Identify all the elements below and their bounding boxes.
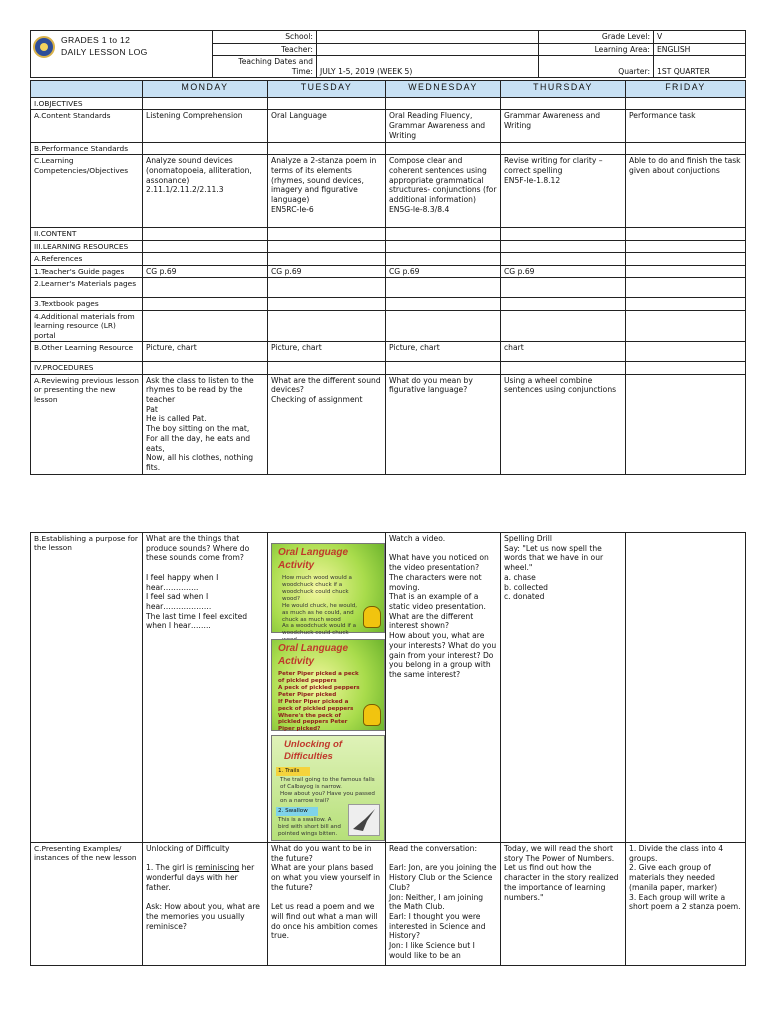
- presenting-thursday: Today, we will read the short story The Power of Numbers. Let us find out how the character in the story realized the importance of learning numbers.": [501, 843, 626, 966]
- table-row: [31, 228, 746, 240]
- row-content-standards-label: A.Content Standards: [31, 110, 143, 142]
- header-title-line2: DAILY LESSON LOG: [61, 46, 148, 57]
- row-competencies-label: C.Learning Competencies/Objectives: [31, 155, 143, 228]
- teacher-label: Teacher:: [213, 43, 317, 56]
- reviewing-monday: Ask the class to listen to the rhymes to be read by the teacher Pat He is called Pat. The boy sitting on the mat, For all the day, he eats and eats, Now, all his clothes, nothing fits.: [143, 374, 268, 474]
- school-value: [317, 31, 539, 44]
- day-friday: FRIDAY: [626, 81, 746, 98]
- table-row: [31, 253, 746, 265]
- row-procedures-label: IV.PROCEDURES: [31, 362, 143, 374]
- swallow-bird-icon: [348, 804, 380, 836]
- table-row: [31, 533, 746, 843]
- oral-language-slide-2: [271, 639, 385, 731]
- reviewing-wednesday: What do you mean by figurative language?: [386, 374, 501, 474]
- content-standards-monday: Listening Comprehension: [143, 110, 268, 142]
- row-learners-materials-label: 2.Learner's Materials pages: [31, 278, 143, 298]
- purpose-tuesday: [268, 533, 386, 843]
- slide3-text1: The trail going to the famous falls of Calbayog is narrow. How about you? Have you passed on a narrow trail?: [280, 776, 375, 804]
- character-icon: [363, 606, 381, 628]
- competencies-tuesday: Analyze a 2-stanza poem in terms of its elements (rhymes, sound devices, imagery and figurative language) EN5RC-Ie-6: [268, 155, 386, 228]
- reviewing-thursday: Using a wheel combine sentences using conjunctions: [501, 374, 626, 474]
- presenting-monday-word: reminiscing: [195, 863, 240, 873]
- day-tuesday: TUESDAY: [268, 81, 386, 98]
- teachers-guide-thursday: CG p.69: [501, 265, 626, 278]
- row-performance-standards-label: B.Performance Standards: [31, 142, 143, 154]
- day-monday: MONDAY: [143, 81, 268, 98]
- table-row: [31, 374, 746, 474]
- row-teachers-guide-label: 1.Teacher's Guide pages: [31, 265, 143, 278]
- quarter-value: 1ST QUARTER: [654, 56, 746, 78]
- row-purpose-label: B.Establishing a purpose for the lesson: [31, 533, 143, 843]
- reviewing-friday: [626, 374, 746, 474]
- purpose-friday: [626, 533, 746, 843]
- learning-area-value: ENGLISH: [654, 43, 746, 56]
- teaching-dates-label-line1: Teaching Dates and: [238, 57, 313, 67]
- quarter-label: Quarter:: [539, 56, 654, 78]
- header-logo-cell: [31, 31, 213, 78]
- competencies-monday: Analyze sound devices (onomatopoeia, alliteration, assonance) 2.11.1/2.11.2/2.11.3: [143, 155, 268, 228]
- row-references-label: A.References: [31, 253, 143, 265]
- header-title-line1: GRADES 1 to 12: [61, 35, 131, 45]
- other-resources-tuesday: Picture, chart: [268, 342, 386, 362]
- day-header-blank: [31, 81, 143, 98]
- presenting-tuesday: What do you want to be in the future? What are your plans based on what you view yourself in the future? Let us read a poem and we will find out what a man will do once his ambition comes true.: [268, 843, 386, 966]
- slide3-text2: This is a swallow. A bird with short bill and pointed wings bitten.: [278, 816, 341, 837]
- deped-seal-icon: [33, 36, 55, 58]
- table-row: [31, 362, 746, 374]
- day-thursday: THURSDAY: [501, 81, 626, 98]
- reviewing-tuesday: What are the different sound devices? Checking of assignment: [268, 374, 386, 474]
- grade-level-label: Grade Level:: [539, 31, 654, 44]
- row-learning-resources-label: III.LEARNING RESOURCES: [31, 240, 143, 252]
- presenting-monday-post: her wonderful days with her father. Ask: How about you, what are the memories you usually reminisce?: [146, 863, 260, 931]
- teachers-guide-monday: CG p.69: [143, 265, 268, 278]
- content-standards-friday: Performance task: [626, 110, 746, 142]
- row-content-label: II.CONTENT: [31, 228, 143, 240]
- teaching-dates-label-line2: Time:: [291, 66, 313, 76]
- lesson-log-table-continued: [30, 532, 746, 966]
- teachers-guide-wednesday: CG p.69: [386, 265, 501, 278]
- teachers-guide-friday: [626, 265, 746, 278]
- table-row: [31, 278, 746, 298]
- row-textbook-label: 3.Textbook pages: [31, 298, 143, 310]
- row-other-resources-label: B.Other Learning Resource: [31, 342, 143, 362]
- competencies-friday: Able to do and finish the task given about conjuctions: [626, 155, 746, 228]
- unlocking-difficulties-slide: [271, 735, 385, 841]
- table-row: [31, 265, 746, 278]
- table-row: [31, 240, 746, 252]
- purpose-thursday: Spelling Drill Say: "Let us now spell the words that we have in our wheel." a. chase b. collected c. donated: [501, 533, 626, 843]
- teacher-value: [317, 43, 539, 56]
- table-row: [31, 298, 746, 310]
- learning-area-label: Learning Area:: [539, 43, 654, 56]
- presenting-monday-pre: Unlocking of Difficulty 1. The girl is: [146, 844, 230, 873]
- day-wednesday: WEDNESDAY: [386, 81, 501, 98]
- other-resources-thursday: chart: [501, 342, 626, 362]
- content-standards-tuesday: Oral Language: [268, 110, 386, 142]
- row-reviewing-label: A.Reviewing previous lesson or presenting the new lesson: [31, 374, 143, 474]
- grade-level-value: V: [654, 31, 746, 44]
- slide2-text: Peter Piper picked a peck of pickled peppers A peck of pickled peppers Peter Piper picked If Peter Piper picked a peck of pickled peppers Where's the peck of pickled peppers Peter Piper picked?: [278, 670, 360, 733]
- slide1-title: Oral Language Activity: [278, 547, 349, 571]
- content-standards-wednesday: Oral Reading Fluency, Grammar Awareness and Writing: [386, 110, 501, 142]
- slide2-title: Oral Language Activity: [278, 643, 349, 667]
- teachers-guide-tuesday: CG p.69: [268, 265, 386, 278]
- teaching-dates-value: JULY 1-5, 2019 (WEEK 5): [317, 56, 539, 78]
- header-table: [30, 30, 746, 78]
- lesson-log-table: [30, 80, 746, 475]
- other-resources-friday: [626, 342, 746, 362]
- oral-language-slide-1: [271, 543, 385, 637]
- presenting-friday: 1. Divide the class into 4 groups. 2. Give each group of materials they needed (manila paper, marker) 3. Each group will write a short poem a 2 stanza poem.: [626, 843, 746, 966]
- table-row: [31, 342, 746, 362]
- slide3-tag2: 2. Swallow: [276, 807, 318, 816]
- slide3-tag1: 1. Trails: [276, 767, 310, 776]
- other-resources-monday: Picture, chart: [143, 342, 268, 362]
- slide1-text: How much wood would a woodchuck chuck if a woodchuck could chuck wood? He would chuck, he would, as much as he could, and chuck as much wood As a woodchuck would if a woodchuck could chuck: [282, 574, 358, 637]
- day-header-row: [31, 81, 746, 98]
- purpose-monday: What are the things that produce sounds? Where do these sounds come from? I feel happy when I hear………….. I feel sad when I hear………………. The last time I feel excited when I hear……..: [143, 533, 268, 843]
- table-row: [31, 142, 746, 154]
- row-presenting-label: C.Presenting Examples/ instances of the new lesson: [31, 843, 143, 966]
- presenting-monday: [143, 843, 268, 966]
- table-row: [31, 155, 746, 228]
- table-row: [31, 843, 746, 966]
- row-objectives-label: I.OBJECTIVES: [31, 98, 143, 110]
- character-icon: [363, 704, 381, 726]
- competencies-thursday: Revise writing for clarity – correct spelling EN5F-Ie-1.8.12: [501, 155, 626, 228]
- purpose-wednesday: Watch a video. What have you noticed on the video presentation? The characters were not moving. That is an example of a static video presentation. What are the different interest shown? How about you, what are your interests? What do you gain from your interest? Do you belong in a group with the same interest?: [386, 533, 501, 843]
- row-additional-materials-label: 4.Additional materials from learning resource (LR) portal: [31, 310, 143, 341]
- school-label: School:: [213, 31, 317, 44]
- table-row: [31, 98, 746, 110]
- presenting-wednesday: Read the conversation: Earl: Jon, are you joining the History Club or the Science Club? Jon: Neither, I am joining the Math Club. Earl: I thought you were interested in Science and History? Jon: I like Science but I would like to be an: [386, 843, 501, 966]
- other-resources-wednesday: Picture, chart: [386, 342, 501, 362]
- slide3-title: Unlocking of Difficulties: [284, 739, 343, 763]
- content-standards-thursday: Grammar Awareness and Writing: [501, 110, 626, 142]
- table-row: [31, 310, 746, 341]
- table-row: [31, 110, 746, 142]
- competencies-wednesday: Compose clear and coherent sentences using appropriate grammatical structures- conjunctions (for additional information) EN5G-Ie-8.3/8.4: [386, 155, 501, 228]
- teaching-dates-label: [213, 56, 317, 78]
